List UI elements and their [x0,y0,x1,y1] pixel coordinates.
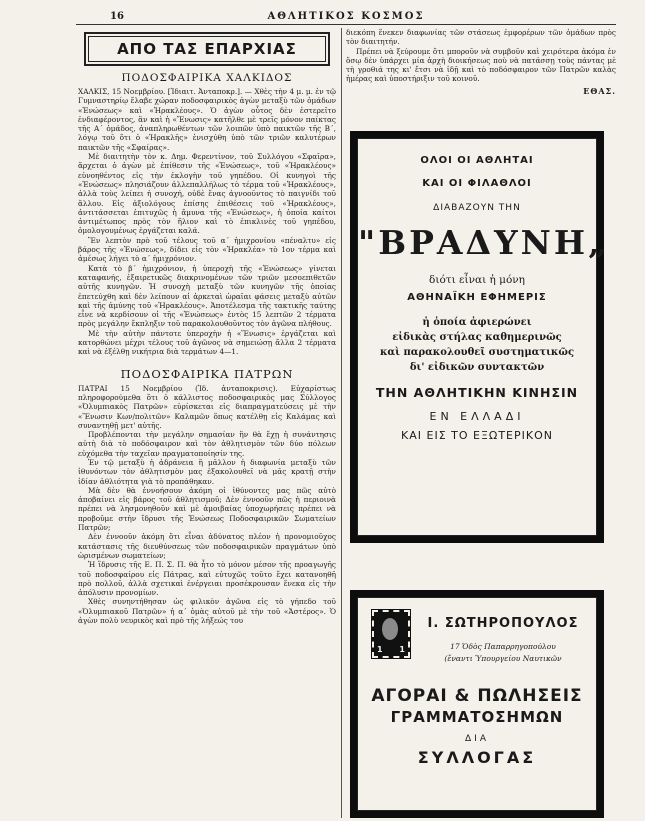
left-column [78,28,336,820]
ad-headline: ΓΡΑΜΜΑΤΟΣΗΜΩΝ [390,708,564,726]
ad-highlight: ΤΗΝ ΑΘΛΗΤΙΚΗΝ ΚΙΝΗΣΙΝ [375,385,579,400]
article-paragraph: Μὲ τὴν αὐτὴν πάντοτε ὑπεροχὴν ἡ «Ἕνωσις» ἐργάζεται καὶ κατορθώνει μέχρι τέλους τοῦ ἀγῶνος νὰ σημειώσῃ ἄλλα 2 τέρματα καὶ νὰ ἐξέλθῃ νικήτρια διὰ τερμάτων 4—1. [78,328,336,357]
right-column [346,28,616,820]
article-paragraph: ΧΑΛΚΙΣ, 15 Νοεμβρίου. [Ἰδιαιτ. Ἀνταποκρ.]. — Χθὲς τὴν 4 μ. μ. ἐν τῷ Γυμναστηρίῳ ἔλαβε χώραν ποδοσφαιρικὸς ἀγὼν μεταξὺ τῶν ὁμάδων «Ἑνώσεως» καὶ «Ἡρακλέους». Ὁ ἀγὼν οὗτος δὲν ἐστερεῖτο ἐνδιαφέροντος, ἂν καὶ ἡ «Ἕνωσις» κατῆλθε μὲ τρεῖς μόνον παίκτας τῆς Α΄ ὁμάδος, ἀναπληρωθέντων τῶν λοιπῶν ὑπὸ παικτῶν τῆς Β΄, λόγῳ τοῦ ὅτι ὁ «Ἡρακλῆς» ἐνισχύθη ὑπὸ τῶν τριῶν καλυτέρων παικτῶν τῆς «Σφαίρας». [78,87,336,152]
ad-newspaper-name: "ΒΡΑΔΥΝΗ„ [358,223,610,262]
ad-line: ΑΘΗΝΑΪΚΗ ΕΦΗΜΕΡΙΣ [407,292,547,303]
stamp-portrait [382,618,398,640]
author-signature: ΕΘΑΣ. [583,85,616,96]
patras-heading: ΠΟΔΟΣΦΑΙΡΙΚΑ ΠΑΤΡΩΝ [120,366,294,381]
article-paragraph: Μὰ δὲν θὰ ἐννοήσουν ἀκόμη οἱ ἰθύνοντες μας πῶς αὐτὸ ἀποβαίνει εἰς βάρος τοῦ ἀθλητισμοῦ; Δὲν ἐννοοῦν πῶς ἡ περιοινὰ πρέπει νὰ λησμονηθοῦν καὶ μὲ ἀμοιβαίας ὑποχωρήσεις πρέπει νὰ προβοῦμε στὴν ἵδρυσι τῆς Ἑνώσεως Ποδοσφαιρικῶν Σωματείων Πατρῶν; [78,485,336,533]
article-paragraph: Ἡ ἵδρυσις τῆς Ε. Π. Σ. Π. θὰ ἦτο τὸ μόνον μέσον τῆς προαγωγῆς τοῦ ποδοσφαίρου εἰς Πάτρας, καὶ εὐτυχῶς τοῦτο ἔχει κατανοηθῆ πρὸ πολλοῦ, ἀλλὰ σχετικαὶ ἐνέργειαι προσέκρουσαν ἕνεκα εἰς τὴν ἀπόλυσιν προνομίων. [78,560,336,598]
postage-stamp-icon [372,610,410,658]
continuation-paragraph: Πρέπει νὰ ξεύρουμε ὅτι μποροῦν νὰ συμβοῦν καὶ χειρότερα ἀκόμα ἐν ὅσῳ δὲν ὑπάρχει μία ἀρχὴ διοικήσεως ποὺ νὰ πατάσσῃ τοὺς πάντας μὲ τὴ γροθιά της κι' ἔτσι νὰ ἰδῇ καὶ τὸ ποδόσφαιρον τῶν Πατρῶν καλὰς ἡμέρας καὶ ὑποστήριξιν τοῦ κοινοῦ. [346,46,616,84]
stamp-value: 1 [399,645,405,654]
column-divider [341,28,342,818]
chalkis-heading: ΠΟΔΟΣΦΑΙΡΙΚΑ ΧΑΛΚΙΔΟΣ [121,72,293,84]
article-paragraph: Χθὲς συνηντήθησαν ὡς φιλικὸν ἀγῶνα εἰς τὸ γήπεδο τοῦ «Ὀλυμπιακοῦ Πατρῶν» ἡ α΄ ὁμὰς αὐτοῦ μὲ τὴν τοῦ «Ἀστέρος». Ὁ ἀγὼν πολὺ νευρικὸς καὶ πρὸ τῆς λήξεώς του [78,597,336,626]
page-header [76,10,616,25]
dealer-address: (ἔναντι Ὑπουργείου Ναυτικῶν [444,654,562,663]
article-paragraph: Δὲν ἐννοοῦν ἀκόμη ὅτι εἶναι ἀδύνατος πλέον ἡ προνομιοῦχος κατάστασις τῆς διευθύνσεως τῶν ποδοσφαιρικῶν πραγμάτων ὑπὸ ὡρισμένων σωματείων; [78,532,336,560]
ad-line: δι' εἰδικῶν συντακτῶν [409,362,545,373]
ad-line: ΚΑΙ ΟΙ ΦΙΛΑΘΛΟΙ [422,178,532,189]
ad-line: ΚΑΙ ΕΙΣ ΤΟ ΕΞΩΤΕΡΙΚΟΝ [401,429,553,442]
ad-line: εἰδικὰς στήλας καθημερινῶς [392,332,562,343]
stamp-value: 1 [377,645,383,654]
stamp-dealer-advertisement [350,590,604,818]
ad-line: διότι εἶναι ἡ μόνη [429,274,525,286]
vradyni-advertisement [350,131,610,543]
ad-body [358,315,596,375]
article-paragraph: Προβλέπονται τὴν μεγάλην σημασίαν ἣν θὰ ἔχῃ ἡ συνάντησις αὐτὴ διὰ τὸ ποδόσφαιρον καὶ τὸν ἀθλητισμὸν τῶν δύο πόλεων εὐχόμεθα τὴν ταχεῖαν πραγματοποίησίν της. [78,430,336,458]
article-paragraph: Κατὰ τὸ β΄ ἡμιχρόνιον, ἡ ὑπεροχὴ τῆς «Ἑνώσεως» γίνεται καταφανής, ἐξαιρετικῶς διακρινομένων τῶν τριῶν μεσοεπιθετῶν αὐτῆς κυνηγῶν. Ἡ συνοχὴ μεταξὺ τῶν κυνηγῶν τῆς ὁποίας ἐπετεύχθη καὶ δὲν λείπουν αἱ ἀρκεταὶ ὡραῖαι φάσεις μεταξὺ αὐτῶν καὶ τῆς ἀμύνης τοῦ «Ἡρακλέους». Ἀποτέλεσμα τῆς τακτικῆς ταύτης εἶνε νὰ κερδίσουν οἱ τῆς «Ἑνώσεως» ἐντὸς 15 λεπτῶν 2 τέρματα πρὸς μεγάλην ἔκπληξιν τοῦ παρακολουθοῦντος τὸν ἀγῶνα πλήθους. [78,263,336,329]
dealer-name: Ι. ΣΩΤΗΡΟΠΟΥΛΟΣ [427,616,579,631]
ad-line: ΕΝ ΕΛΛΑΔΙ [429,410,525,423]
article-paragraph: ΠΑΤΡΑΙ 15 Νοεμβρίου (Ἰδ. ἀνταποκρισις). Εὐχαρίστως πληροφορούμεθα ὅτι ὁ κάλλιστος ποδοσφαιρικὸς μας Σύλλογος «Ὀλυμπιακὸς Πατρῶν» εὑρίσκεται εἰς διαπραγματεύσεις μὲ τὴν «Ἕνωσιν Κων/πολιτῶν» Καλαμῶν ὅπως κατέλθῃ εἰς Καλάμας καὶ συναντηθῇ μετ' αὐτῆς. [78,383,336,430]
article-paragraph: Μὲ διαιτητὴν τὸν κ. Δημ. Φερεντίνον, τοῦ Συλλόγου «Σφαῖρα», ἄρχεται ὁ ἀγὼν μὲ ἐπίθεσιν τῆς «Ἑνώσεως», τοῦ «Ἡρακλέους» εὐνοηθέντος εἰς τὴν ἐκλογὴν τοῦ γηπέδου. Οἱ κυνηγοὶ τῆς «Ἑνώσεως» πλησιάζουν ἀλλεπαλλήλως τὸ τέρμα τοῦ «Ἡρακλέους», ἀλλὰ τοὺς λείπει ἡ συνοχή, οὐδὲ ἔνας ἀγνοοῦντος τὸ παιγνίδι τοῦ ἄλλου. Εἰς ἀξιολόγους ἐπίσης ἐπιθέσεις τοῦ «Ἡρακλέους», ἀντιτάσσεται ἐπιτυχῶς ἡ ἄμυνα τῆς «Ἑνώσεως», ἡ ὁποία καίτοι ἀντιμέτωπος πρὸς τὸν ἥλιον καὶ τὸ ἐπικλινὲς τοῦ γηπέδου, ὁμολογουμένως ἐργάζεται καλά. [78,152,336,236]
newspaper-title: ΑΘΛΗΤΙΚΟΣ ΚΟΣΜΟΣ [267,11,425,22]
ad-line: ΟΛΟΙ ΟΙ ΑΘΛΗΤΑΙ [420,155,534,166]
article-paragraph: Ἐν τῷ μεταξὺ ἡ ἀδράνεια ἢ μᾶλλον ἡ διαφωνία μεταξὺ τῶν ἰθυνόντων τὸν ἀθλητισμὸν μας ἐξακολουθεῖ νὰ μᾶς κρατῇ στὴν ἰδίαν ἀθλιότητα γιὰ τὸ προπάθηκαν. [78,457,336,486]
dealer-address: 17 Ὁδὸς Παπαρρηγοπούλου [450,642,556,651]
ad-line: ΔΙΑΒΑΖΟΥΝ ΤΗΝ [433,203,521,213]
ad-line: ΔΙΑ [465,734,489,744]
section-title: ΑΠΟ ΤΑΣ ΕΠΑΡΧΙΑΣ [88,36,326,62]
section-banner [84,32,330,66]
ad-headline: ΑΓΟΡΑΙ & ΠΩΛΗΣΕΙΣ [371,686,583,706]
ad-headline: ΣΥΛΛΟΓΑΣ [417,748,537,767]
ad-line: ἡ ὁποία ἀφιερώνει [422,317,532,328]
ad-line: καὶ παρακολουθεῖ συστηματικῶς [379,347,575,358]
article-paragraph: Ἓν λεπτὸν πρὸ τοῦ τέλους τοῦ α΄ ἡμιχρονίου «πέναλτυ» εἰς βάρος τῆς «Ἑνώσεως», δίδει εἰς τὸν «Ἡρακλέα» τὸ 1ον τέρμα καὶ ἀμέσως λήγει τὸ α΄ ἡμιχρόνιον. [78,235,336,264]
continuation-paragraph: διεκόπη ἕνεκεν διαφωνίας τῶν στάσεως ἐμφορέρων τῶν ὁμάδων πρὸς τὸν διαιτητήν. [346,28,616,47]
page-number: 16 [110,11,124,22]
